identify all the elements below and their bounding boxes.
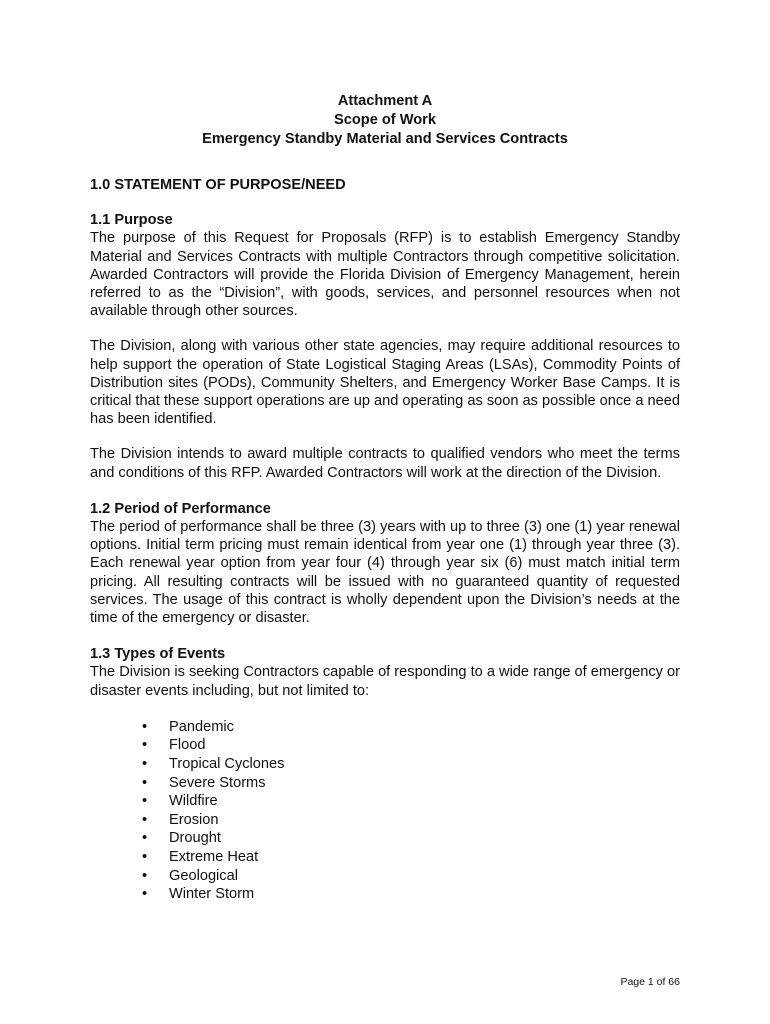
bullet-icon: • xyxy=(142,774,148,791)
list-item: • Flood xyxy=(142,737,206,754)
bullet-icon: • xyxy=(142,737,148,754)
section-1-0-heading: 1.0 STATEMENT OF PURPOSE/NEED xyxy=(90,177,346,193)
section-1-1-heading: 1.1 Purpose xyxy=(90,212,173,229)
list-item: • Drought xyxy=(142,830,221,847)
list-item: • Tropical Cyclones xyxy=(142,756,285,773)
bullet-icon: • xyxy=(142,718,148,735)
performance-paragraph: The period of performance shall be three (3) years with up to three (3) one (1) year renewal options. Initial term pricing must remain identical from year one (1) through year three (3). Each renewal year option from year four (4) through year six (6) must match initial term pricing. All resulting contracts will be issued with no guaranteed quantity of requested services. The usage of this contract is wholly dependent upon the Division’s needs at the time of the emergency or disaster. xyxy=(90,519,680,627)
bullet-icon: • xyxy=(142,849,148,866)
page-number: Page 1 of 66 xyxy=(620,976,680,988)
bullet-icon: • xyxy=(142,793,148,810)
document-body xyxy=(90,176,680,904)
list-item: • Wildfire xyxy=(142,793,218,810)
contract-title: Emergency Standby Material and Services Contracts xyxy=(202,131,568,147)
list-item: • Pandemic xyxy=(142,718,234,735)
attachment-title: Attachment A xyxy=(337,93,433,109)
list-item: • Extreme Heat xyxy=(142,849,259,866)
purpose-paragraph-2: The Division, along with various other state agencies, may require additional resources to help support the operation of State Logistical Staging Areas (LSAs), Commodity Points of Distribution sites (PODs), Community Shelters, and Emergency Worker Base Camps. It is critical that these support operations are up and operating as soon as possible once a need has been identified. xyxy=(90,338,680,428)
section-1-3-heading: 1.3 Types of Events xyxy=(90,646,226,663)
document-header xyxy=(0,92,770,149)
bullet-icon: • xyxy=(142,886,148,903)
event-list xyxy=(90,718,680,904)
events-intro-paragraph: The Division is seeking Contractors capable of responding to a wide range of emergency or disaster events including, but not limited to: xyxy=(90,664,680,699)
list-item: • Erosion xyxy=(142,811,219,828)
bullet-icon: • xyxy=(142,756,148,773)
list-item: • Geological xyxy=(142,867,238,884)
bullet-icon: • xyxy=(142,811,148,828)
scope-title: Scope of Work xyxy=(334,112,436,128)
list-item: • Winter Storm xyxy=(142,886,255,903)
purpose-paragraph-1: The purpose of this Request for Proposals (RFP) is to establish Emergency Standby Material and Services Contracts with multiple Contractors through competitive solicitation. Awarded Contractors will provide the Florida Division of Emergency Management, herein referred to as the “Division”, with goods, services, and personnel resources when not available through other sources. xyxy=(90,230,680,320)
bullet-icon: • xyxy=(142,867,148,884)
purpose-paragraph-3: The Division intends to award multiple contracts to qualified vendors who meet the terms and conditions of this RFP. Awarded Contractors will work at the direction of the Division. xyxy=(90,446,680,481)
bullet-icon: • xyxy=(142,830,148,847)
list-item: • Severe Storms xyxy=(142,774,266,791)
section-1-2-heading: 1.2 Period of Performance xyxy=(90,500,271,517)
